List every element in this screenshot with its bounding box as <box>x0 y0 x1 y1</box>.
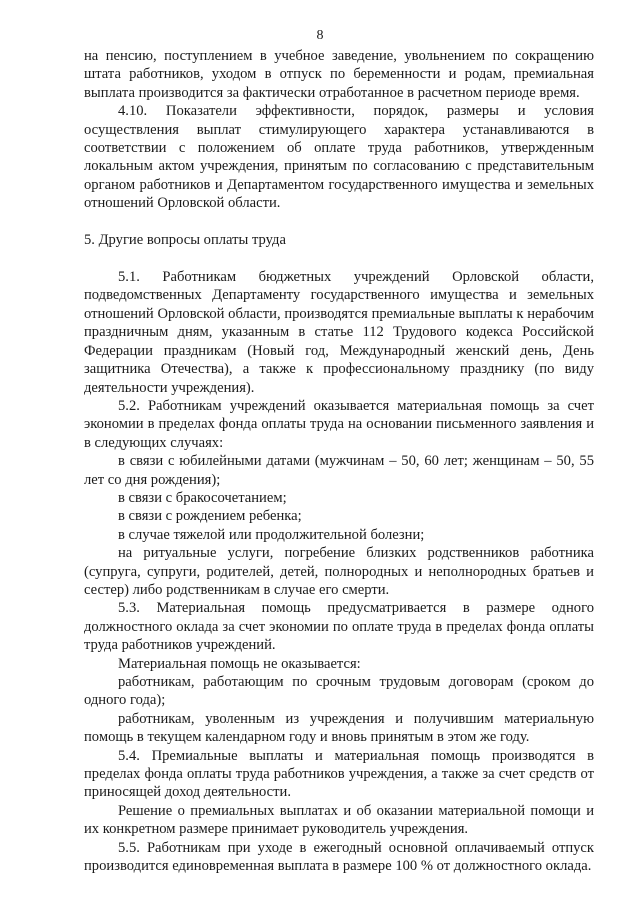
paragraph-4-10: 4.10. Показатели эффективности, порядок, размеры и условия осуществления выплат стимулирующего характера устанавливаются в соответствии с положением об оплате труда работников, утвержденным локальным актом учреждения, принятым по согласованию с представительным органом работников и Департаментом государственного имущества и земельных отношений Орловской области. <box>84 103 594 212</box>
decision-paragraph: Решение о премиальных выплатах и об оказании материальной помощи и их конкретном размере принимает руководитель учреждения. <box>84 802 594 838</box>
case-item: в связи с бракосочетанием; <box>118 489 287 506</box>
paragraph-5-3: 5.3. Материальная помощь предусматривается в размере одного должностного оклада за счет экономии по оплате труда в пределах фонда оплаты труда работников учреждений. <box>84 600 594 654</box>
paragraph-5-1: 5.1. Работникам бюджетных учреждений Орловской области, подведомственных Департаменту государственного имущества и земельных отношений Орловской области, производятся премиальные выплаты к нерабочим праздничным дням, указанным в статье 112 Трудового кодекса Российской Федерации праздникам (Новый год, Международный женский день, День защитника Отечества), а также к профессиональному празднику (по виду деятельности учреждения). <box>84 269 594 396</box>
continuation-paragraph: на пенсию, поступлением в учебное заведение, увольнением по сокращению штата работников, уходом в отпуск по беременности и родам, премиальная выплата производится за фактически отработанное в расчетном периоде время. <box>84 48 594 101</box>
case-item: в связи с рождением ребенка; <box>118 508 302 525</box>
not-provided-intro: Материальная помощь не оказывается: <box>118 655 361 672</box>
case-item: в случае тяжелой или продолжительной болезни; <box>118 526 425 543</box>
paragraph-5-4: 5.4. Премиальные выплаты и материальная помощь производятся в пределах фонда оплаты труда работников учреждения, а также за счет средств от приносящей доход деятельности. <box>84 747 594 801</box>
paragraph-5-5: 5.5. Работникам при уходе в ежегодный основной оплачиваемый отпуск производится единовременная выплата в размере 100 % от должностного оклада. <box>84 839 594 875</box>
not-provided-item: работникам, уволенным из учреждения и получившим материальную помощь в текущем календарном году и вновь принятым в этом же году. <box>84 710 594 746</box>
not-provided-item: работникам, работающим по срочным трудовым договорам (сроком до одного года); <box>84 674 594 709</box>
section-heading: 5. Другие вопросы оплаты труда <box>84 231 286 248</box>
page-number: 8 <box>316 28 324 43</box>
document-body <box>84 47 594 875</box>
case-item: на ритуальные услуги, погребение близких родственников работника (супруга, супруги, родителей, детей, полнородных и неполнородных братьев и сестер) либо родственникам в случае его смерти. <box>84 545 594 598</box>
case-item: в связи с юбилейными датами (мужчинам – 50, 60 лет; женщинам – 50, 55 лет со дня рождения); <box>84 453 594 488</box>
paragraph-5-2: 5.2. Работникам учреждений оказывается материальная помощь за счет экономии в пределах фонда оплаты труда на основании письменного заявления и в следующих случаях: <box>84 397 594 451</box>
